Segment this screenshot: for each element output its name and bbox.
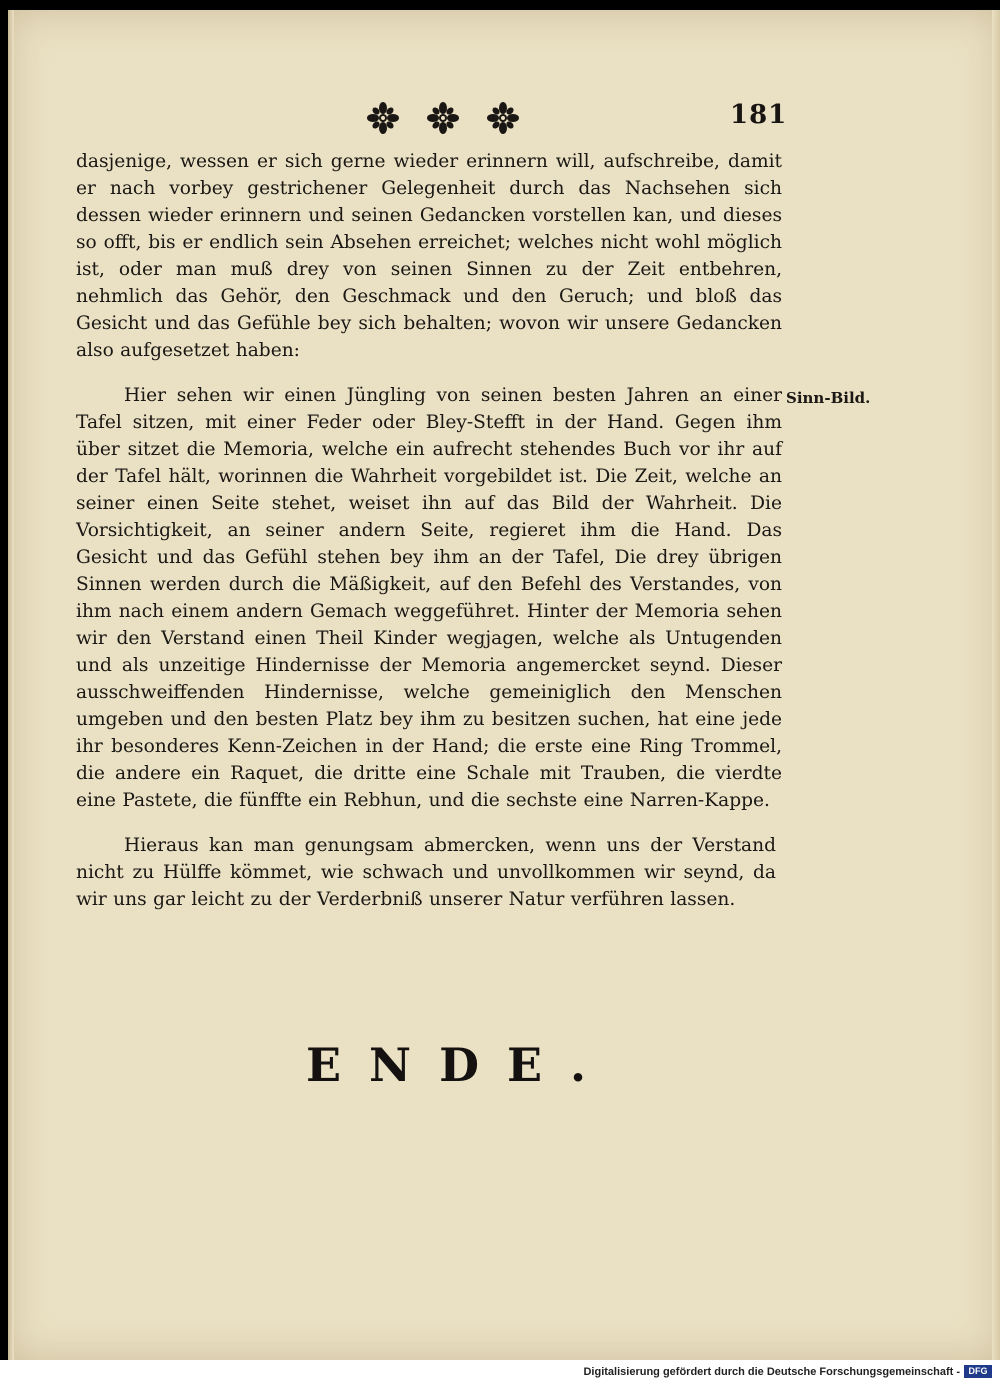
page-edge-right: [992, 10, 1000, 1360]
flower-ornament-icon: [366, 101, 400, 135]
dfg-logo: DFG: [964, 1365, 992, 1378]
paragraph-conclusion: Hieraus kan man genungsam abmercken, wenn uns der Verstand nicht zu Hülffe kömmet, wie schwach und unvollkommen wir seynd, da wir uns gar leicht zu der Verderbniß unserer Natur verführen lassen.: [76, 835, 776, 910]
flower-ornament-icon: [486, 101, 520, 135]
main-text: [76, 148, 782, 913]
paragraph-description: Hier sehen wir einen Jüngling von seinen besten Jahren an einer Tafel sitzen, mit einer Feder oder Bley-Stefft in der Hand. Gegen ihm über sitzet die Memoria, welche ein aufrecht stehendes Buch vor ihr auf der Tafel hält, worinnen die Wahrheit vorgebildet ist. Die Zeit, welche an seiner einen Seite stehet, weiset ihn auf das Bild der Wahrheit. Die Vorsichtigkeit, an seiner andern Seite, regieret ihm die Hand. Das Gesicht und das Gefühl stehen bey ihm an der Tafel, Die drey übrigen Sinnen werden durch die Mäßigkeit, auf den Befehl des Verstandes, von ihm nach einem andern Gemach weggeführet. Hinter der Memoria sehen wir den Verstand einen Theil Kinder wegjagen, welche als Untugenden und als unzeitige Hindernisse der Memoria angemercket seynd. Dieser ausschweiffenden Hindernisse, welche gemeiniglich den Menschen umgeben und den besten Platz bey ihm zu besitzen suchen, hat eine jede ihr besonderes Kenn-Zeichen in der Hand; die erste eine Ring Trommel, die andere ein Raquet, die dritte eine Schale mit Trauben, die vierdte eine Pastete, die fünffte ein Rebhun, und die sechste eine Narren-Kappe.: [76, 385, 782, 811]
closing-word: ENDE.: [306, 1038, 615, 1092]
page-number: 181: [730, 100, 788, 130]
page-edge-left: [8, 10, 14, 1360]
paragraph-continuation: dasjenige, wessen er sich gerne wieder erinnern will, aufschreibe, damit er nach vorbey gestrichener Gelegenheit durch das Nachsehen sich dessen wieder erinnern und seinen Gedancken vorstellen kan, und dieses so offt, bis er endlich sein Absehen erreichet; welches nicht wohl möglich ist, oder man muß drey von seinen Sinnen zu der Zeit entbehren, nehmlich das Gehör, den Geschmack und den Geruch; und bloß das Gesicht und das Gefühle bey sich behalten; wovon wir unsere Gedancken also aufgesetzet haben:: [76, 151, 782, 361]
marginal-note: Sinn-Bild.: [786, 389, 871, 407]
page-header: [40, 98, 890, 138]
header-ornaments: [366, 98, 546, 138]
flower-ornament-icon: [426, 101, 460, 135]
digitization-credit: Digitalisierung gefördert durch die Deutsche Forschungsgemeinschaft -: [583, 1366, 960, 1378]
